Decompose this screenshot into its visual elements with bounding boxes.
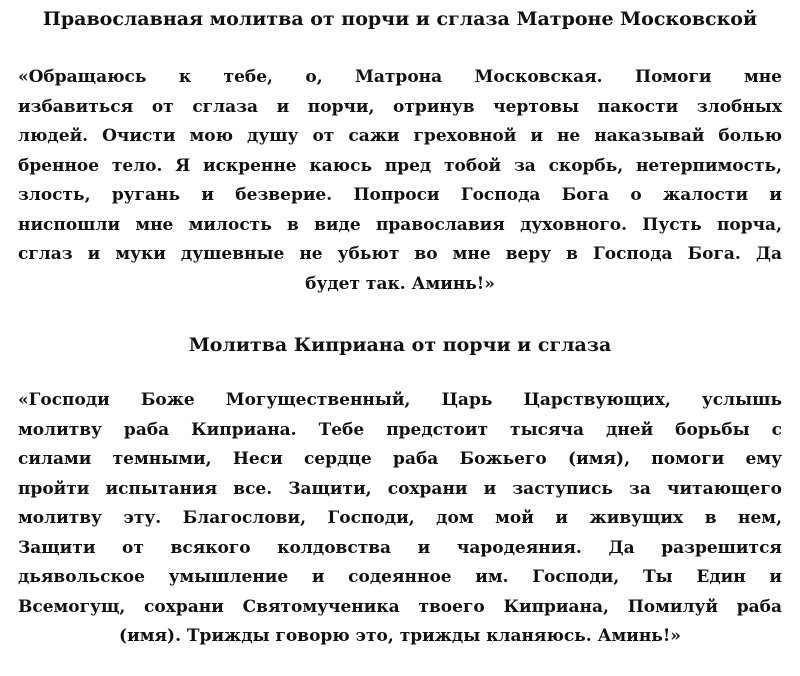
prayer-2-title: Молитва Киприана от порчи и сглаза xyxy=(188,334,612,356)
prayer-1-title: Православная молитва от порчи и сглаза Матроне Московской xyxy=(42,8,758,30)
prayer-2-line: (имя). Трижды говорю это, трижды кланяюсь. Аминь!» xyxy=(119,626,681,646)
prayer-1-line: бренное тело. Я искренне каюсь пред тобой за скорбь, нетерпимость, xyxy=(18,155,782,176)
prayer-1-line: будет так. Аминь!» xyxy=(305,273,495,294)
prayer-1-text xyxy=(18,63,782,299)
prayer-2-line: молитву раба Киприана. Тебе предстоит тысяча дней борьбы с xyxy=(18,419,782,440)
prayer-1-line: сглаз и муки душевные не убьют во мне веру в Господа Бога. Да xyxy=(18,244,782,264)
prayer-2-text xyxy=(18,386,782,652)
prayer-1-line: ниспошли мне милость в виде православия духовного. Пусть порча, xyxy=(18,214,782,235)
prayer-1-line: «Обращаюсь к тебе, о, Матрона Московская. Помоги мне xyxy=(18,67,782,87)
prayer-2-line: Всемогущ, сохрани Святомученика твоего Киприана, Помилуй раба xyxy=(18,596,782,617)
prayer-2-line: молитву эту. Благослови, Господи, дом мой и живущих в нем, xyxy=(18,508,782,528)
prayer-2-line: Защити от всякого колдовства и чародеяния. Да разрешится xyxy=(18,537,782,558)
prayer-1-line: злость, ругань и безверие. Попроси Господа Бога о жалости и xyxy=(18,185,782,205)
prayer-1-line: людей. Очисти мою душу от сажи греховной и не наказывай болью xyxy=(18,126,782,146)
prayer-2-line: «Господи Боже Могущественный, Царь Царствующих, услышь xyxy=(18,390,782,410)
prayer-2-line: пройти испытания все. Защити, сохрани и заступись за читающего xyxy=(18,478,782,499)
prayer-2-line: силами темными, Неси сердце раба Божьего (имя), помоги ему xyxy=(18,449,782,469)
prayer-2-line: дьявольское умышление и содеянное им. Господи, Ты Един и xyxy=(18,567,782,587)
prayer-1-line: избавиться от сглаза и порчи, отринув чертовы пакости злобных xyxy=(18,96,782,117)
